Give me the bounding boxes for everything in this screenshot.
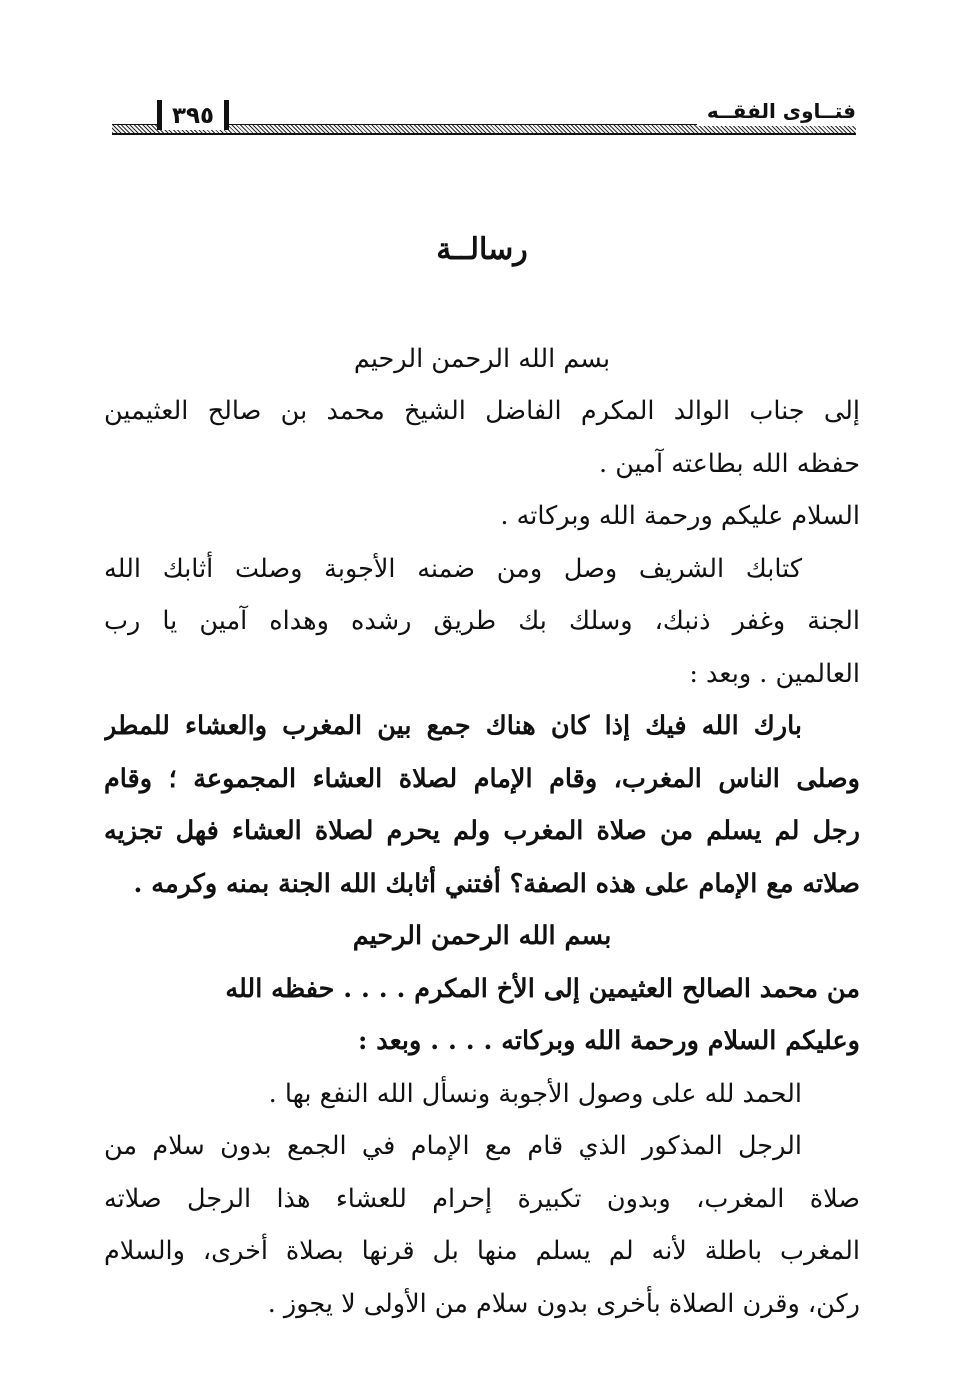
answer-line-3: المغرب باطلة لأنه لم يسلم منها بل قرنها بصلاة أخرى، والسلام [104, 1236, 860, 1266]
page-number: ٣٩٥ [157, 100, 229, 130]
spacer-line [104, 280, 860, 333]
letter-title: رسالــة [436, 232, 528, 267]
question-blessing: حفظه الله بطاعته آمين . [599, 448, 860, 479]
letter-body [104, 220, 860, 1330]
answer-praise: الحمد لله على وصول الأجوبة ونسأل الله النفع بها . [268, 1078, 802, 1109]
question-intro-line-2: الجنة وغفر ذنبك، وسلك بك طريق رشده وهداه آمين يا رب [104, 606, 860, 636]
answer-line-4: ركن، وقرن الصلاة بأخرى بدون سلام من الأولى لا يجوز . [267, 1288, 860, 1319]
answer-address: من محمد الصالح العثيمين إلى الأخ المكرم . . . . حفظه الله [225, 973, 860, 1004]
question-intro-line-3: العالمين . وبعد : [689, 658, 860, 689]
question-line-4: صلاته مع الإمام على هذه الصفة؟ أفتني أثابك الله الجنة بمنه وكرمه . [133, 868, 860, 899]
answer-line-1: الرجل المذكور الذي قام مع الإمام في الجمع بدون سلام من [104, 1131, 802, 1161]
basmala-1: بسم الله الرحمن الرحيم [353, 343, 611, 374]
question-line-2: وصلى الناس المغرب، وقام الإمام لصلاة العشاء المجموعة ؛ وقام [104, 763, 860, 794]
question-line-3: رجل لم يسلم من صلاة المغرب ولم يحرم لصلاة العشاء فهل تجزيه [104, 816, 860, 846]
question-line-1: بارك الله فيك إذا كان هناك جمع بين المغرب والعشاء للمطر [104, 711, 802, 741]
question-addressee: إلى جناب الوالد المكرم الفاضل الشيخ محمد بن صالح العثيمين [104, 396, 860, 426]
question-greeting: السلام عليكم ورحمة الله وبركاته . [500, 501, 860, 531]
question-intro-line-1: كتابك الشريف وصل ومن ضمنه الأجوبة وصلت أثابك الله [104, 553, 802, 584]
answer-line-2: صلاة المغرب، وبدون تكبيرة إحرام للعشاء هذا الرجل صلاته [104, 1183, 860, 1214]
running-header [112, 96, 856, 138]
basmala-2: بسم الله الرحمن الرحيم [352, 921, 612, 951]
answer-greeting: وعليكم السلام ورحمة الله وبركاته . . . . وبعد : [357, 1026, 860, 1056]
book-title: فتــاوى الفقــه [697, 96, 856, 126]
